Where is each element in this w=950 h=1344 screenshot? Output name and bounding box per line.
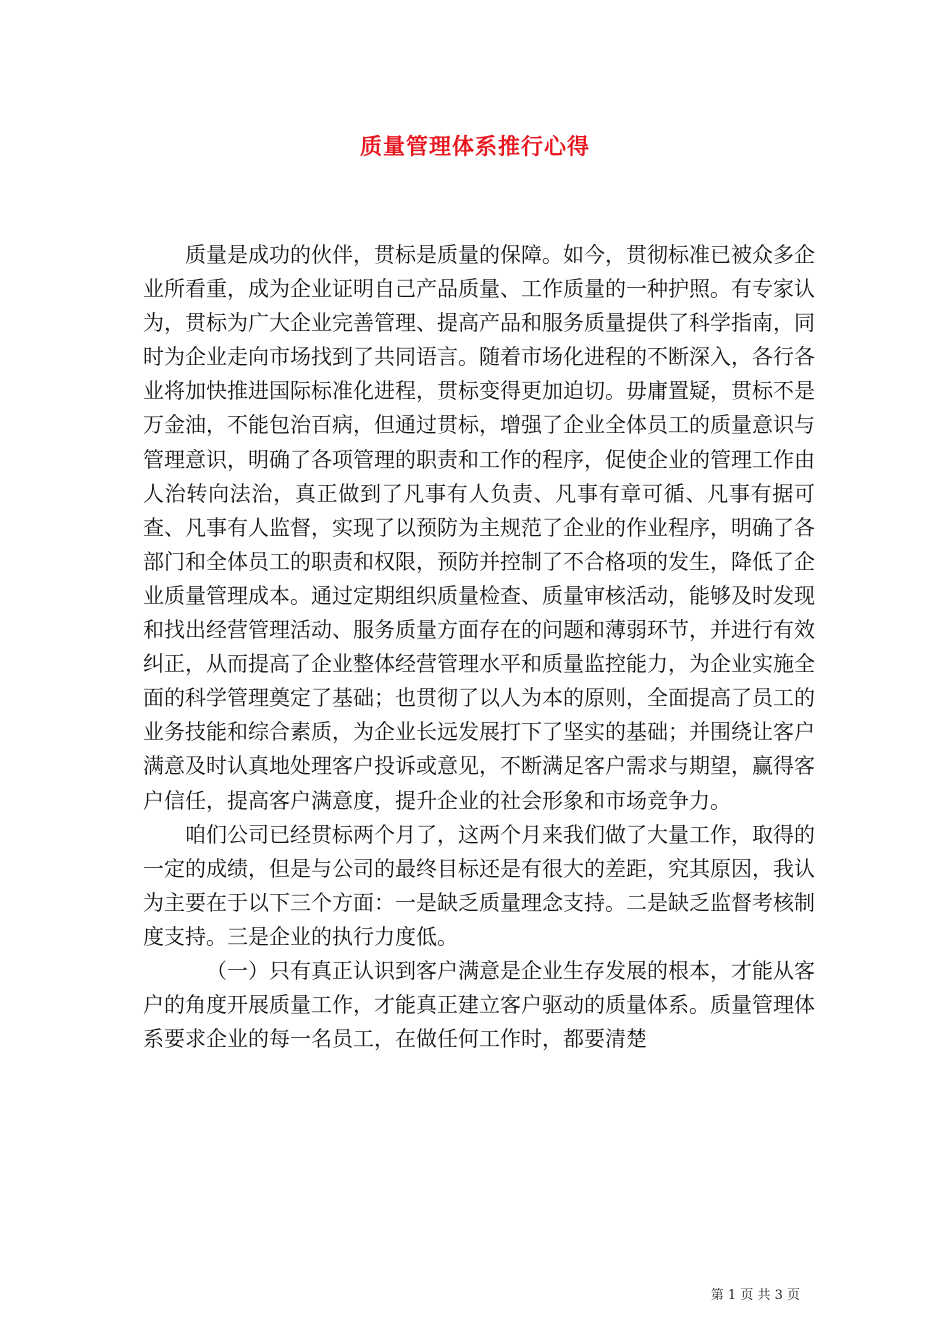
- paragraph-1: 质量是成功的伙伴，贯标是质量的保障。如今，贯彻标准已被众多企业所看重，成为企业证明自己产品质量、工作质量的一种护照。有专家认为，贯标为广大企业完善管理、提高产品和服务质量提供了科学指南，同时为企业走向市场找到了共同语言。随着市场化进程的不断深入，各行各业将加快推进国际标准化进程，贯标变得更加迫切。毋庸置疑，贯标不是万金油，不能包治百病，但通过贯标，增强了企业全体员工的质量意识与管理意识，明确了各项管理的职责和工作的程序，促使企业的管理工作由人治转向法治，真正做到了凡事有人负责、凡事有章可循、凡事有据可查、凡事有人监督，实现了以预防为主规范了企业的作业程序，明确了各部门和全体员工的职责和权限，预防并控制了不合格项的发生，降低了企业质量管理成本。通过定期组织质量检查、质量审核活动，能够及时发现和找出经营管理活动、服务质量方面存在的问题和薄弱环节，并进行有效纠正，从而提高了企业整体经营管理水平和质量监控能力，为企业实施全面的科学管理奠定了基础；也贯彻了以人为本的原则，全面提高了员工的业务技能和综合素质，为企业长远发展打下了坚实的基础；并围绕让客户满意及时认真地处理客户投诉或意见，不断满足客户需求与期望，赢得客户信任，提高客户满意度，提升企业的社会形象和市场竞争力。: [143, 243, 815, 813]
- paragraph-2: 咱们公司已经贯标两个月了，这两个月来我们做了大量工作，取得的一定的成绩，但是与公司的最终目标还是有很大的差距，究其原因，我认为主要在于以下三个方面：一是缺乏质量理念支持。二是缺乏监督考核制度支持。三是企业的执行力度低。: [143, 822, 815, 949]
- paragraph-3: （一）只有真正认识到客户满意是企业生存发展的根本，才能从客户的角度开展质量工作，才能真正建立客户驱动的质量体系。质量管理体系要求企业的每一名员工，在做任何工作时，都要清楚: [143, 958, 815, 1052]
- document-title: 质量管理体系推行心得: [359, 134, 590, 160]
- page-number-footer: 第 1 页 共 3 页: [710, 1288, 800, 1303]
- document-body: [143, 238, 815, 1056]
